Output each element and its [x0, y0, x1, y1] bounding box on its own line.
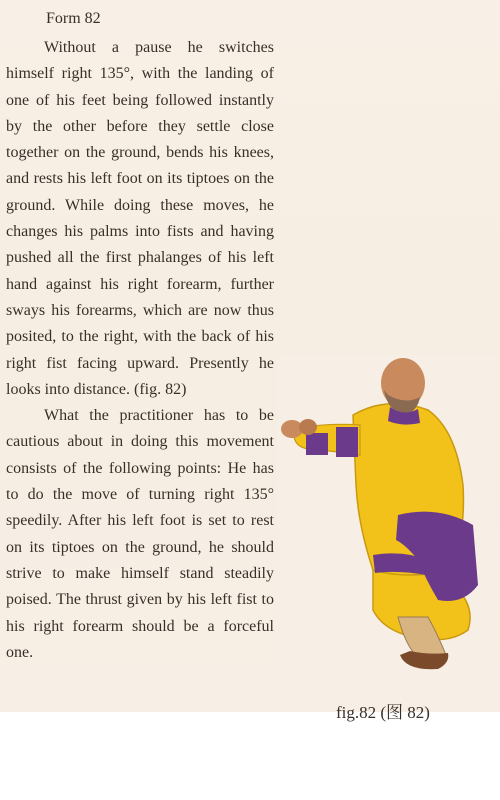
sleeve-cuff	[306, 433, 328, 455]
paragraph-cautions: What the practitioner has to be cautious about in doing this movement consists of the following points: He has to do the move of turning right 135° speedily. After his left foot is set to rest on its tiptoes on the ground, he should strive to make himself stand steadily poised. The thrust given by his left fist to his right forearm should be a forceful one.	[6, 407, 274, 661]
figure-82-image	[278, 355, 496, 675]
martial-artist-illustration	[278, 355, 496, 675]
article-text	[6, 6, 274, 666]
figure-caption: fig.82 (图 82)	[336, 703, 430, 722]
left-fist	[299, 419, 317, 435]
paragraph-description: Without a pause he switches himself right 135°, with the landing of one of his feet being followed instantly by the other before they settle close together on the ground, bends his knees, and rests his left foot on its tiptoes on the ground. While doing these moves, he changes his palms into fists and having pushed all the first phalanges of his left hand against his right forearm, further sways his forearms, which are now thus posited, to the right, with the back of his right fist facing upward. Presently he looks into distance. (fig. 82)	[6, 39, 274, 398]
upper-cuff	[336, 427, 358, 457]
form-title: Form 82	[46, 10, 101, 27]
